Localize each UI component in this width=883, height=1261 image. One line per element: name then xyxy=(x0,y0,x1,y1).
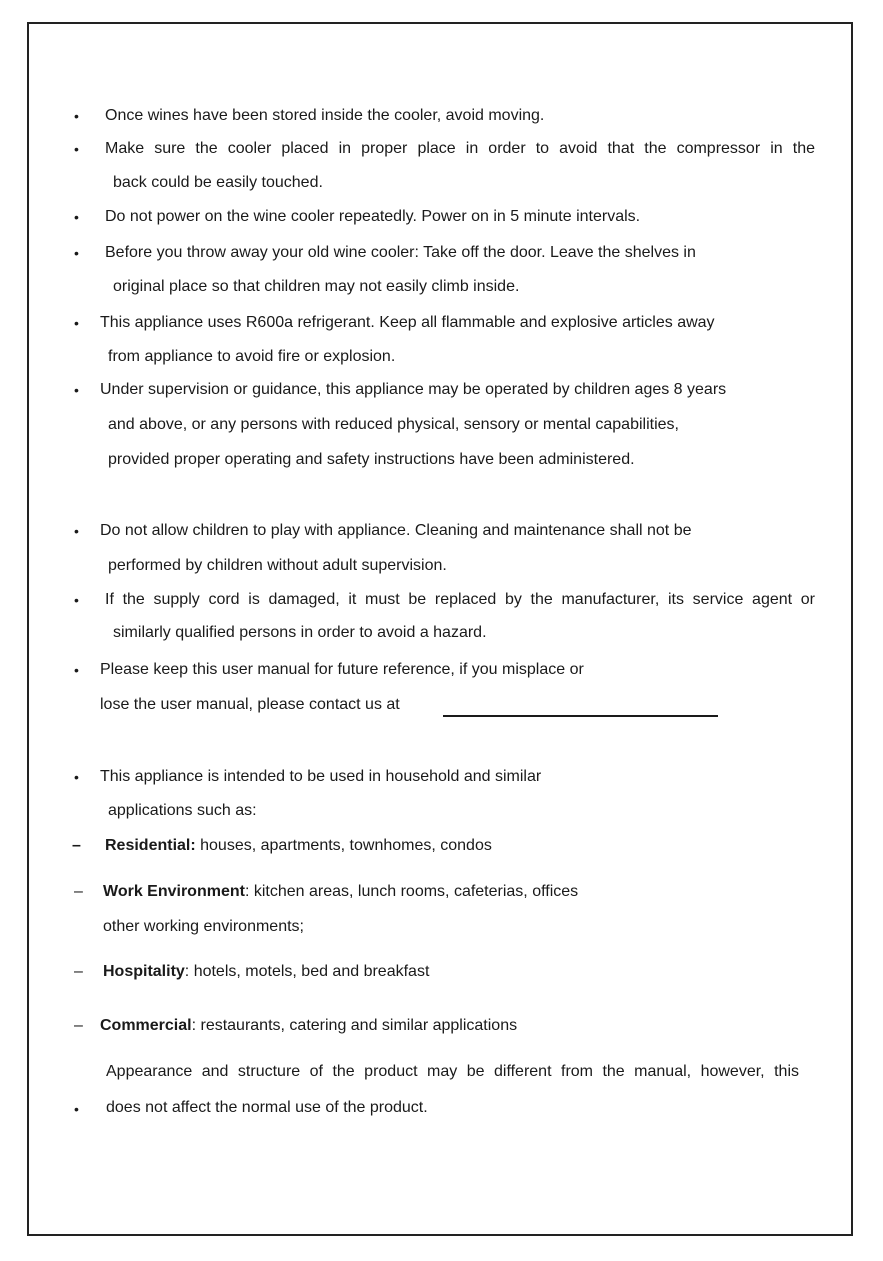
bullet-icon: • xyxy=(74,108,79,124)
application-residential xyxy=(105,836,492,856)
bullet-icon: • xyxy=(74,592,79,608)
bullet-icon: • xyxy=(74,523,79,539)
application-text: : kitchen areas, lunch rooms, cafeterias, offices xyxy=(244,883,579,900)
application-label: Residential: xyxy=(105,837,196,854)
safety-item-11-line-2: does not affect the normal use of the product. xyxy=(106,1099,428,1116)
safety-item-5-line-2: from appliance to avoid fire or explosion. xyxy=(108,348,396,365)
safety-item-2-line-1: Make sure the cooler placed in proper place in order to avoid that the compressor in the xyxy=(105,140,815,157)
bullet-icon: • xyxy=(74,1101,79,1117)
dash-icon: – xyxy=(74,1017,83,1034)
safety-item-11-line-1: Appearance and structure of the product may be different from the manual, however, this xyxy=(106,1063,799,1080)
bullet-icon: • xyxy=(74,769,79,785)
application-work-environment xyxy=(103,882,578,902)
application-text: houses, apartments, townhomes, condos xyxy=(195,837,492,854)
safety-item-10-line-1: This appliance is intended to be used in household and similar xyxy=(100,768,542,785)
safety-item-1-line-1: Once wines have been stored inside the cooler, avoid moving. xyxy=(105,107,545,124)
bullet-icon: • xyxy=(74,245,79,261)
application-label: Commercial xyxy=(100,1017,192,1034)
dash-icon: – xyxy=(72,837,81,854)
safety-item-6-line-2: and above, or any persons with reduced physical, sensory or mental capabilities, xyxy=(108,416,679,433)
dash-icon: – xyxy=(74,883,83,900)
safety-item-9-line-1: Please keep this user manual for future reference, if you misplace or xyxy=(100,661,584,678)
bullet-icon: • xyxy=(74,209,79,225)
safety-item-6-line-1: Under supervision or guidance, this appliance may be operated by children ages 8 years xyxy=(100,381,727,398)
application-commercial xyxy=(100,1016,517,1036)
safety-item-9-line-2: lose the user manual, please contact us at xyxy=(100,696,400,713)
safety-item-5-line-1: This appliance uses R600a refrigerant. Keep all flammable and explosive articles away xyxy=(100,314,715,331)
contact-blank-underline xyxy=(443,715,718,717)
safety-item-7-line-2: performed by children without adult supervision. xyxy=(108,557,447,574)
safety-item-4-line-2: original place so that children may not easily climb inside. xyxy=(113,278,520,295)
safety-item-10-line-2: applications such as: xyxy=(108,802,257,819)
safety-item-6-line-3: provided proper operating and safety instructions have been administered. xyxy=(108,451,635,468)
safety-item-7-line-1: Do not allow children to play with appliance. Cleaning and maintenance shall not be xyxy=(100,522,692,539)
application-text: : restaurants, catering and similar applications xyxy=(191,1017,518,1034)
safety-item-2-line-2: back could be easily touched. xyxy=(113,174,323,191)
bullet-icon: • xyxy=(74,141,79,157)
application-hospitality xyxy=(103,962,429,982)
application-work-environment-continuation: other working environments; xyxy=(103,918,304,935)
safety-item-8-line-2: similarly qualified persons in order to avoid a hazard. xyxy=(113,624,487,641)
application-text: : hotels, motels, bed and breakfast xyxy=(184,963,430,980)
bullet-icon: • xyxy=(74,662,79,678)
application-label: Work Environment xyxy=(103,883,245,900)
safety-item-4-line-1: Before you throw away your old wine cooler: Take off the door. Leave the shelves in xyxy=(105,244,696,261)
safety-item-3-line-1: Do not power on the wine cooler repeatedly. Power on in 5 minute intervals. xyxy=(105,208,641,225)
dash-icon: – xyxy=(74,963,83,980)
bullet-icon: • xyxy=(74,315,79,331)
bullet-icon: • xyxy=(74,382,79,398)
safety-item-8-line-1: If the supply cord is damaged, it must be replaced by the manufacturer, its service agent or xyxy=(105,591,815,608)
application-label: Hospitality xyxy=(103,963,185,980)
